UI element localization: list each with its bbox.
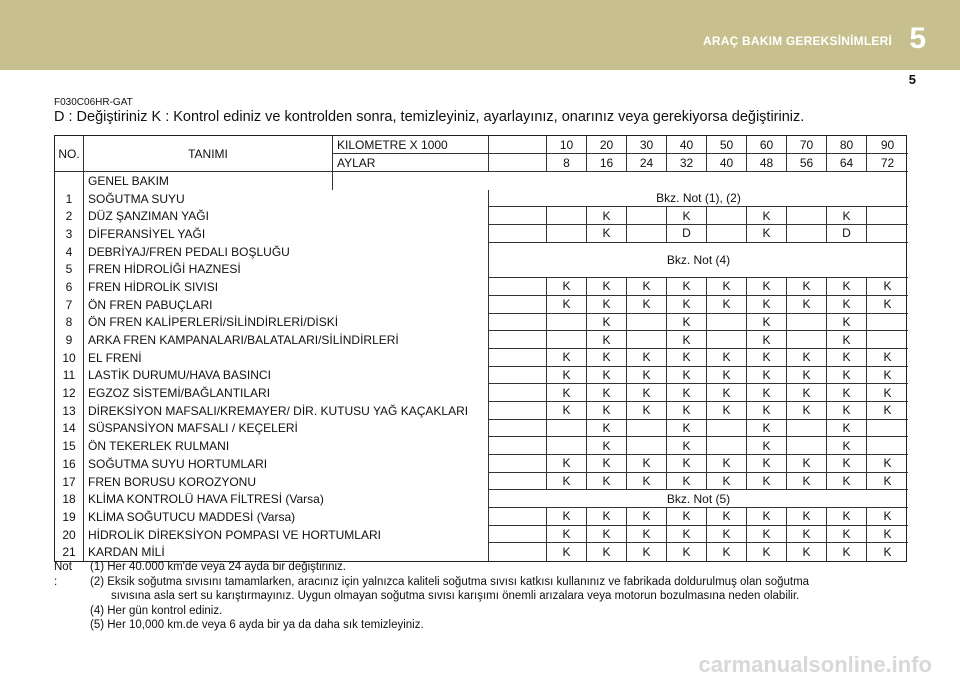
- row-spacer: [489, 296, 547, 314]
- interval-cell: K: [547, 278, 587, 296]
- interval-cell: K: [747, 402, 787, 420]
- row-desc: FREN HİDROLİĞİ HAZNESİ: [84, 260, 489, 278]
- interval-cell: K: [827, 437, 867, 455]
- km-cell: 30: [627, 136, 667, 154]
- interval-cell: K: [787, 455, 827, 473]
- km-cell: 50: [707, 136, 747, 154]
- row-desc: SOĞUTMA SUYU: [84, 190, 489, 208]
- header-months-label: AYLAR: [333, 154, 489, 172]
- interval-cell: K: [747, 420, 787, 438]
- interval-cell: [707, 437, 747, 455]
- row-no: 7: [55, 296, 84, 314]
- interval-cell: K: [867, 402, 908, 420]
- notes-label: Not :: [54, 561, 72, 588]
- row-desc: LASTİK DURUMU/HAVA BASINCI: [84, 367, 489, 385]
- row-no: 1: [55, 190, 84, 208]
- interval-cell: K: [627, 455, 667, 473]
- interval-cell: K: [787, 296, 827, 314]
- km-cell: 70: [787, 136, 827, 154]
- interval-cell: K: [827, 207, 867, 225]
- section-title: ARAÇ BAKIM GEREKSİNİMLERİ: [702, 34, 892, 48]
- interval-cell: K: [547, 402, 587, 420]
- legend: D : Değiştiriniz K : Kontrol ediniz ve kontrolden sonra, temizleyiniz, ayarlayınız, onarınız veya gerekiyorsa değiştiriniz.: [54, 109, 805, 125]
- km-cell: 60: [747, 136, 787, 154]
- header-km-label: KILOMETRE X 1000: [333, 136, 489, 154]
- interval-cell: K: [747, 349, 787, 367]
- interval-cell: [707, 314, 747, 332]
- row-spacer: [489, 526, 547, 544]
- document-code: F030C06HR-GAT: [54, 97, 133, 108]
- interval-cell: K: [667, 473, 707, 491]
- interval-cell: K: [587, 331, 627, 349]
- interval-cell: K: [627, 296, 667, 314]
- interval-cell: K: [827, 543, 867, 561]
- interval-cell: K: [627, 402, 667, 420]
- interval-cell: K: [867, 384, 908, 402]
- interval-cell: K: [747, 473, 787, 491]
- interval-cell: K: [747, 543, 787, 561]
- interval-cell: K: [787, 367, 827, 385]
- page-number: 5: [908, 72, 916, 87]
- interval-cell: [707, 420, 747, 438]
- km-cell: 10: [547, 136, 587, 154]
- interval-cell: D: [667, 225, 707, 243]
- month-cell: 40: [707, 154, 747, 172]
- interval-cell: K: [627, 349, 667, 367]
- row-desc: HİDROLİK DİREKSİYON POMPASI VE HORTUMLARI: [84, 526, 489, 544]
- interval-cell: K: [747, 455, 787, 473]
- interval-cell: K: [587, 296, 627, 314]
- interval-cell: K: [787, 526, 827, 544]
- header-no: NO.: [55, 136, 84, 172]
- row-spacer: [489, 225, 547, 243]
- interval-cell: K: [627, 473, 667, 491]
- interval-cell: K: [707, 508, 747, 526]
- interval-cell: K: [787, 402, 827, 420]
- interval-cell: K: [707, 367, 747, 385]
- interval-cell: [547, 314, 587, 332]
- header-desc: TANIMI: [84, 136, 333, 172]
- interval-cell: [627, 331, 667, 349]
- interval-cell: K: [587, 207, 627, 225]
- row-spacer: [489, 367, 547, 385]
- interval-cell: K: [587, 473, 627, 491]
- interval-cell: [707, 225, 747, 243]
- row-no: 13: [55, 402, 84, 420]
- interval-cell: K: [667, 207, 707, 225]
- row-no: 12: [55, 384, 84, 402]
- month-cell: 64: [827, 154, 867, 172]
- interval-cell: K: [827, 331, 867, 349]
- interval-cell: K: [827, 473, 867, 491]
- interval-cell: K: [867, 349, 908, 367]
- interval-cell: [787, 225, 827, 243]
- interval-cell: K: [667, 296, 707, 314]
- row-spacer: [489, 278, 547, 296]
- interval-cell: K: [547, 384, 587, 402]
- km-cell: 90: [867, 136, 908, 154]
- row-desc: ARKA FREN KAMPANALARI/BALATALARI/SİLİNDİRLERİ: [84, 331, 489, 349]
- section-number: 5: [909, 22, 926, 55]
- row-desc: SÜSPANSİYON MAFSALI / KEÇELERİ: [84, 420, 489, 438]
- interval-cell: K: [747, 367, 787, 385]
- interval-cell: K: [587, 437, 627, 455]
- row-no: 18: [55, 490, 84, 508]
- note-2: (2) Eksik soğutma sıvısını tamamlarken, aracınız için yalnızca kaliteli soğutma sıvısı katkısı kullanınız ve fabrikada doldurulmuş olan soğutma: [90, 575, 810, 588]
- header-spacer: [489, 154, 547, 172]
- interval-cell: K: [587, 508, 627, 526]
- interval-cell: [787, 314, 827, 332]
- interval-cell: K: [627, 526, 667, 544]
- row-spacer: [489, 508, 547, 526]
- interval-cell: K: [707, 278, 747, 296]
- interval-cell: K: [667, 437, 707, 455]
- interval-cell: K: [587, 526, 627, 544]
- interval-cell: [787, 207, 827, 225]
- interval-cell: K: [827, 420, 867, 438]
- row-note: Bkz. Not (5): [489, 490, 908, 508]
- row-no: 3: [55, 225, 84, 243]
- row-no: 15: [55, 437, 84, 455]
- row-desc: EL FRENİ: [84, 349, 489, 367]
- row-spacer: [489, 207, 547, 225]
- month-cell: 72: [867, 154, 908, 172]
- row-no: 8: [55, 314, 84, 332]
- month-cell: 48: [747, 154, 787, 172]
- row-no: 21: [55, 543, 84, 561]
- interval-cell: K: [787, 543, 827, 561]
- no-spacer: [55, 172, 84, 190]
- interval-cell: K: [667, 314, 707, 332]
- row-desc: DİREKSİYON MAFSALI/KREMAYER/ DİR. KUTUSU YAĞ KAÇAKLARI: [84, 402, 489, 420]
- interval-cell: K: [547, 543, 587, 561]
- row-desc: FREN HİDROLİK SIVISI: [84, 278, 489, 296]
- row-no: 10: [55, 349, 84, 367]
- interval-cell: K: [827, 526, 867, 544]
- interval-cell: [867, 225, 908, 243]
- interval-cell: K: [587, 455, 627, 473]
- interval-cell: K: [747, 278, 787, 296]
- interval-cell: [547, 225, 587, 243]
- interval-cell: [867, 420, 908, 438]
- interval-cell: [787, 420, 827, 438]
- interval-cell: K: [867, 367, 908, 385]
- interval-cell: K: [707, 384, 747, 402]
- row-no: 20: [55, 526, 84, 544]
- interval-cell: [867, 314, 908, 332]
- interval-cell: K: [867, 473, 908, 491]
- interval-cell: K: [827, 455, 867, 473]
- row-spacer: [489, 349, 547, 367]
- interval-cell: K: [747, 437, 787, 455]
- interval-cell: K: [747, 526, 787, 544]
- interval-cell: K: [627, 543, 667, 561]
- row-spacer: [489, 331, 547, 349]
- interval-cell: K: [867, 278, 908, 296]
- interval-cell: K: [827, 402, 867, 420]
- note-4: (4) Her gün kontrol ediniz.: [90, 604, 223, 617]
- interval-cell: D: [827, 225, 867, 243]
- km-cell: 80: [827, 136, 867, 154]
- maintenance-table: [54, 135, 907, 562]
- interval-cell: K: [707, 455, 747, 473]
- interval-cell: K: [667, 278, 707, 296]
- interval-cell: K: [747, 225, 787, 243]
- interval-cell: [547, 331, 587, 349]
- row-no: 6: [55, 278, 84, 296]
- interval-cell: K: [587, 402, 627, 420]
- interval-cell: K: [587, 349, 627, 367]
- interval-cell: K: [707, 296, 747, 314]
- interval-cell: K: [747, 384, 787, 402]
- interval-cell: K: [883, 545, 892, 560]
- interval-cell: K: [867, 296, 908, 314]
- interval-cell: K: [827, 278, 867, 296]
- interval-cell: K: [787, 473, 827, 491]
- interval-cell: K: [747, 296, 787, 314]
- row-desc: ÖN FREN KALİPERLERİ/SİLİNDİRLERİ/DİSKİ: [84, 314, 489, 332]
- watermark: carmanualsonline.info: [698, 652, 932, 677]
- interval-cell: K: [667, 420, 707, 438]
- row-spacer: [489, 543, 547, 561]
- row-note: Bkz. Not (1), (2): [489, 190, 908, 208]
- month-cell: 8: [547, 154, 587, 172]
- interval-cell: K: [547, 367, 587, 385]
- interval-cell: K: [547, 455, 587, 473]
- row-desc: DEBRİYAJ/FREN PEDALI BOŞLUĞU: [84, 243, 489, 261]
- row-desc: KLİMA SOĞUTUCU MADDESİ (Varsa): [84, 508, 489, 526]
- row-desc: FREN BORUSU KOROZYONU: [84, 473, 489, 491]
- interval-cell: K: [547, 296, 587, 314]
- interval-cell: [867, 331, 908, 349]
- interval-cell: K: [627, 384, 667, 402]
- interval-cell: [867, 207, 908, 225]
- row-desc: KLİMA KONTROLÜ HAVA FİLTRESİ (Varsa): [84, 490, 489, 508]
- row-spacer: [489, 314, 547, 332]
- interval-cell: K: [667, 331, 707, 349]
- note-5: (5) Her 10,000 km.de veya 6 ayda bir ya da daha sık temizleyiniz.: [90, 619, 424, 631]
- interval-cell: K: [627, 278, 667, 296]
- interval-cell: K: [547, 526, 587, 544]
- row-desc: SOĞUTMA SUYU HORTUMLARI: [84, 455, 489, 473]
- note-2-cont: sıvısına asla sert su karıştırmayınız. Uygun olmayan soğutma sıvısı karışımı önemli arızalara veya motorun bozulmasına neden olabilir.: [111, 590, 800, 602]
- row-no: 2: [55, 207, 84, 225]
- row-no: 19: [55, 508, 84, 526]
- interval-cell: [627, 225, 667, 243]
- interval-cell: [547, 420, 587, 438]
- row-no: 5: [55, 260, 84, 278]
- interval-cell: K: [627, 367, 667, 385]
- interval-cell: K: [667, 349, 707, 367]
- interval-cell: K: [707, 543, 747, 561]
- interval-cell: K: [587, 420, 627, 438]
- interval-cell: K: [667, 367, 707, 385]
- interval-cell: K: [787, 384, 827, 402]
- header-spacer: [489, 136, 547, 154]
- month-cell: 56: [787, 154, 827, 172]
- interval-cell: K: [667, 508, 707, 526]
- interval-cell: [867, 437, 908, 455]
- interval-cell: [547, 207, 587, 225]
- interval-cell: K: [587, 278, 627, 296]
- row-desc: KARDAN MİLİ: [84, 543, 489, 561]
- month-cell: 32: [667, 154, 707, 172]
- interval-cell: K: [827, 367, 867, 385]
- interval-cell: K: [667, 543, 707, 561]
- row-desc: DİFERANSİYEL YAĞI: [84, 225, 489, 243]
- interval-cell: [627, 420, 667, 438]
- interval-cell: K: [627, 508, 667, 526]
- interval-cell: K: [587, 225, 627, 243]
- interval-cell: K: [747, 207, 787, 225]
- interval-cell: [707, 331, 747, 349]
- row-no: 14: [55, 420, 84, 438]
- interval-cell: K: [747, 314, 787, 332]
- interval-cell: [787, 331, 827, 349]
- interval-cell: K: [707, 349, 747, 367]
- row-no: 9: [55, 331, 84, 349]
- interval-cell: [627, 207, 667, 225]
- row-no: 11: [55, 367, 84, 385]
- interval-cell: [547, 437, 587, 455]
- row-spacer: [489, 473, 547, 491]
- interval-cell: K: [787, 508, 827, 526]
- row-desc: ÖN FREN PABUÇLARI: [84, 296, 489, 314]
- row-spacer: [489, 437, 547, 455]
- row-spacer: [489, 455, 547, 473]
- row-no: 17: [55, 473, 84, 491]
- interval-cell: K: [787, 278, 827, 296]
- month-cell: 16: [587, 154, 627, 172]
- group-title: GENEL BAKIM: [84, 172, 333, 190]
- row-spacer: [489, 402, 547, 420]
- interval-cell: K: [747, 331, 787, 349]
- interval-cell: [627, 314, 667, 332]
- interval-cell: K: [827, 314, 867, 332]
- interval-cell: K: [867, 455, 908, 473]
- row-spacer: [489, 420, 547, 438]
- interval-cell: K: [827, 384, 867, 402]
- interval-cell: K: [667, 526, 707, 544]
- interval-cell: [627, 437, 667, 455]
- note-1: (1) Her 40.000 km'de veya 24 ayda bir değiştiriniz.: [90, 561, 346, 573]
- interval-cell: K: [587, 367, 627, 385]
- row-desc: EGZOZ SİSTEMİ/BAĞLANTILARI: [84, 384, 489, 402]
- interval-cell: K: [747, 508, 787, 526]
- km-cell: 20: [587, 136, 627, 154]
- row-desc: ÖN TEKERLEK RULMANI: [84, 437, 489, 455]
- interval-cell: [787, 437, 827, 455]
- row-no: 16: [55, 455, 84, 473]
- interval-cell: K: [787, 349, 827, 367]
- interval-cell: K: [547, 349, 587, 367]
- interval-cell: [707, 207, 747, 225]
- interval-cell: K: [707, 473, 747, 491]
- row-no: 4: [55, 243, 84, 261]
- interval-cell: K: [547, 508, 587, 526]
- interval-cell: K: [587, 384, 627, 402]
- km-cell: 40: [667, 136, 707, 154]
- row-desc: DÜZ ŞANZIMAN YAĞI: [84, 207, 489, 225]
- interval-cell: K: [867, 508, 908, 526]
- interval-cell: K: [667, 402, 707, 420]
- interval-cell: K: [667, 455, 707, 473]
- interval-cell: K: [707, 402, 747, 420]
- month-cell: 24: [627, 154, 667, 172]
- interval-cell: K: [827, 349, 867, 367]
- interval-cell: K: [667, 384, 707, 402]
- row-spacer: [489, 384, 547, 402]
- row-note: Bkz. Not (4): [489, 243, 908, 278]
- interval-cell: K: [547, 473, 587, 491]
- interval-cell: K: [827, 508, 867, 526]
- interval-cell: K: [827, 296, 867, 314]
- interval-cell: K: [867, 526, 908, 544]
- interval-cell: K: [587, 314, 627, 332]
- interval-cell: K: [707, 526, 747, 544]
- interval-cell: K: [587, 543, 627, 561]
